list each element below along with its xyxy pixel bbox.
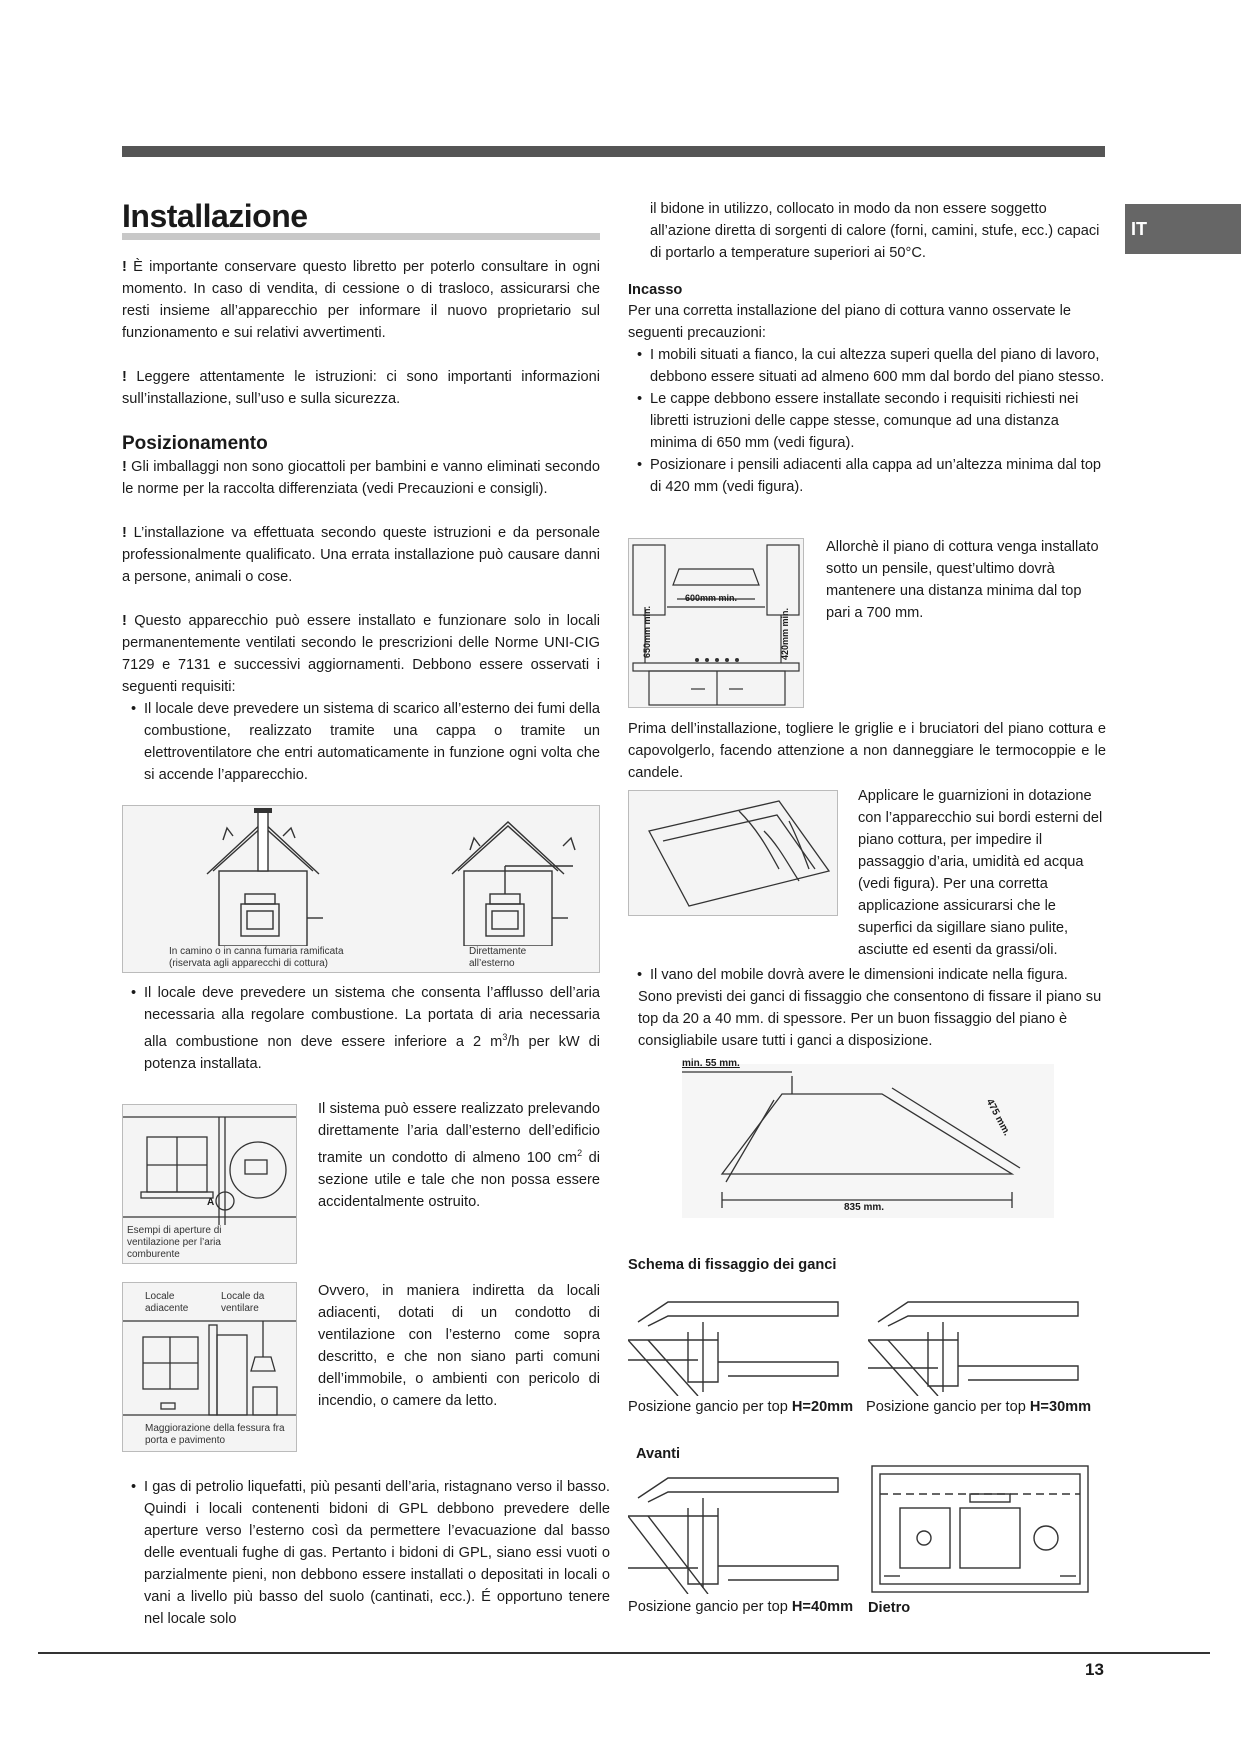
label-dietro: Dietro bbox=[868, 1600, 911, 1616]
left-column bbox=[122, 196, 600, 786]
figure-exhaust-systems bbox=[122, 805, 600, 973]
clearances-illustration bbox=[629, 539, 803, 707]
page-number: 13 bbox=[1085, 1660, 1104, 1679]
figure-cutout bbox=[682, 1058, 1054, 1218]
fig3-label-adjacent: Locale adiacente bbox=[145, 1291, 189, 1314]
paragraph-read: ! Leggere attentamente le istruzioni: ci sono importanti informazioni sull’installazione, sull’uso e sulla sicurezza. bbox=[122, 369, 600, 407]
adjacent-room-illustration bbox=[123, 1317, 296, 1417]
right-column-b4 bbox=[628, 964, 1106, 1052]
section-posizionamento: Posizionamento bbox=[122, 433, 268, 454]
fig2-label-a: A bbox=[207, 1197, 215, 1208]
fig2-caption: Esempi di aperture di ventilazione per l’aria comburente bbox=[127, 1225, 222, 1260]
bullet-cavity: • Il vano del mobile dovrà avere le dimensioni indicate nella figura. bbox=[628, 964, 1106, 986]
hob-back-illustration bbox=[870, 1464, 1090, 1594]
caption-h40: Posizione gancio per top H=40mm bbox=[628, 1599, 854, 1615]
figure-ventilation-openings bbox=[122, 1104, 297, 1264]
figure-gasket bbox=[628, 790, 838, 916]
label-avanti: Avanti bbox=[636, 1446, 681, 1462]
caption-h20: Posizione gancio per top H=20mm bbox=[628, 1399, 854, 1415]
fig2-text: Il sistema può essere realizzato prelevando direttamente l’aria dall’esterno dell’edificio tramite un condotto di almeno 100 $cm^2$ di sezione utile e tale che non possa essere accidentalmente ostruito. bbox=[318, 1101, 600, 1210]
figure-adjacent-room bbox=[122, 1282, 297, 1452]
bullet-hoods: • Le cappe debbono essere installate secondo i requisiti richiesti nei libretti istruzioni delle cappe stesse, comunque ad una distanza minima di 650 mm (vedi figura). bbox=[628, 388, 1106, 454]
hook-h30-illustration bbox=[868, 1292, 1086, 1396]
language-tab: IT bbox=[1125, 204, 1241, 254]
fig3-caption: Maggiorazione della fessura fra porta e pavimento bbox=[145, 1423, 285, 1446]
fig4-dim-width: 600mm min. bbox=[685, 593, 738, 603]
warning-mark: ! bbox=[122, 613, 135, 629]
paragraph-incasso-intro: Per una corretta installazione del piano di cottura vanno osservate le seguenti precauzioni: bbox=[628, 303, 1071, 341]
bullet-lpg: • I gas di petrolio liquefatti, più pesanti dell’aria, ristagnano verso il basso. Quindi i locali contenenti bidoni di GPL debbono prevedere delle aperture verso l’esterno così da permettere l’evacuazione dal basso delle eventuali fughe di gas. Pertanto i bidoni di GPL, siano essi vuoti o parzialmente pieni, non debbono essere installati o depositati in locali o vani a livello più basso del suolo (cantinati, ecc.). É opportuno tenere nel locale solo bbox=[122, 1476, 610, 1630]
paragraph-ventilation: ! Questo apparecchio può essere installato e funzionare solo in locali permanentemente ventilati secondo le prescrizioni delle Norme UNI-CIG 7129 e 7131 e successivi aggiornamenti. Debbono essere osservati i seguenti requisiti: bbox=[122, 613, 600, 695]
fig1-caption-right: Direttamente all’esterno bbox=[469, 946, 527, 969]
fig6-dim-width: 835 mm. bbox=[844, 1202, 885, 1213]
top-rule bbox=[122, 146, 1105, 157]
left-column-b2 bbox=[122, 982, 600, 1075]
paragraph-continuation: il bidone in utilizzo, collocato in modo da non essere soggetto all’azione diretta di sorgenti di calore (forni, camini, stufe, ecc.) capaci di portarlo a temperature superiori ai 50°C. bbox=[650, 201, 1100, 261]
paragraph-qualified: ! L’installazione va effettuata secondo queste istruzioni e da personale professionalmente qualificato. Una errata installazione può causare danni a persone, animali o cose. bbox=[122, 525, 600, 585]
fig3-text: Ovvero, in maniera indiretta da locali adiacenti, dotati di un condotto di ventilazione con l’esterno come sopra descritto, e che non siano parti comuni dell’immobile, o ambienti con pericolo di incendio, o camere da letto. bbox=[318, 1283, 600, 1409]
figure-clearances bbox=[628, 538, 804, 708]
section-incasso: Incasso bbox=[628, 282, 683, 298]
paragraph-hooks: Sono previsti dei ganci di fissaggio che consentono di fissare il piano su top da 20 a 40 mm. di spessore. Per un buon fissaggio del piano è consigliabile usare tutti i ganci a disposizione. bbox=[638, 989, 1102, 1049]
fig1-caption-left: In camino o in canna fumaria ramificata (riservata agli apparecchi di cottura) bbox=[169, 946, 344, 969]
paragraph-conserve: ! È importante conservare questo libretto per poterlo consultare in ogni momento. In caso di vendita, di cessione o di trasloco, assicurarsi che resti insieme all’apparecchio per informare il nuovo proprietario sul funzionamento e sui relativi avvertimenti. bbox=[122, 259, 600, 341]
fig5-text: Applicare le guarnizioni in dotazione con l’apparecchio sui bordi esterni del piano cottura, per impedire il passaggio d’aria, umidità ed acqua (vedi figura). Per una corretta applicazione assicurarsi che le superfici da sigillare siano pulite, asciutte ed esenti da grassi/oli. bbox=[858, 788, 1103, 958]
caption-h30: Posizione gancio per top H=30mm bbox=[866, 1399, 1092, 1415]
fig4-text: Allorchè il piano di cottura venga installato sotto un pensile, quest’ultimo dovrà mantenere una distanza minima dal top pari a 700 mm. bbox=[826, 539, 1099, 621]
houses-illustration bbox=[123, 806, 599, 946]
hook-h40-illustration bbox=[628, 1468, 846, 1594]
fig6-dim-depth: 475 mm. bbox=[983, 1097, 1013, 1138]
bullet-air-intake: • Il locale deve prevedere un sistema che consenta l’afflusso dell’aria necessaria alla regolare combustione. La portata di aria necessaria alla combustione non deve essere inferiore a 2 $m^3/h$ per kW di potenza installata. bbox=[122, 982, 600, 1075]
warning-mark: ! bbox=[122, 525, 134, 541]
fig6-dim-top: min. 55 mm. bbox=[682, 1058, 740, 1069]
gasket-illustration bbox=[629, 791, 837, 915]
warning-mark: ! bbox=[122, 369, 137, 385]
paragraph-before-install: Prima dell’installazione, togliere le griglie e i bruciatori del piano cottura e capovolgerlo, facendo attenzione a non danneggiare le termocoppie e le candele. bbox=[628, 721, 1106, 781]
fig3-label-ventilate: Locale da ventilare bbox=[221, 1291, 265, 1314]
paragraph-packaging: ! Gli imballaggi non sono giocattoli per bambini e vanno eliminati secondo le norme per la raccolta differenziata (vedi Precauzioni e consigli). bbox=[122, 459, 600, 497]
fig4-dim-left: 650mm min. bbox=[642, 605, 652, 658]
fig4-dim-right: 420mm min. bbox=[780, 607, 790, 660]
schema-title: Schema di fissaggio dei ganci bbox=[628, 1257, 837, 1273]
footer-rule bbox=[38, 1652, 1210, 1654]
warning-mark: ! bbox=[122, 459, 132, 475]
bullet-cabinets: • Posizionare i pensili adiacenti alla cappa ad un’altezza minima dal top di 420 mm (vedi figura). bbox=[628, 454, 1106, 498]
warning-mark: ! bbox=[122, 259, 134, 275]
bullet-furniture: • I mobili situati a fianco, la cui altezza superi quella del piano di lavoro, debbono essere situati ad almeno 600 mm dal bordo del piano stesso. bbox=[628, 344, 1106, 388]
right-column bbox=[628, 198, 1106, 498]
bullet-exhaust: • Il locale deve prevedere un sistema di scarico all’esterno dei fumi della combustione, realizzato tramite una cappa o tramite un elettroventilatore che entri automaticamente in funzione ogni volta che si accende l’apparecchio. bbox=[122, 698, 600, 786]
cutout-illustration bbox=[682, 1064, 1054, 1218]
page-title: Installazione bbox=[122, 198, 308, 234]
hook-h20-illustration bbox=[628, 1292, 846, 1396]
left-column-b3 bbox=[122, 1476, 610, 1630]
